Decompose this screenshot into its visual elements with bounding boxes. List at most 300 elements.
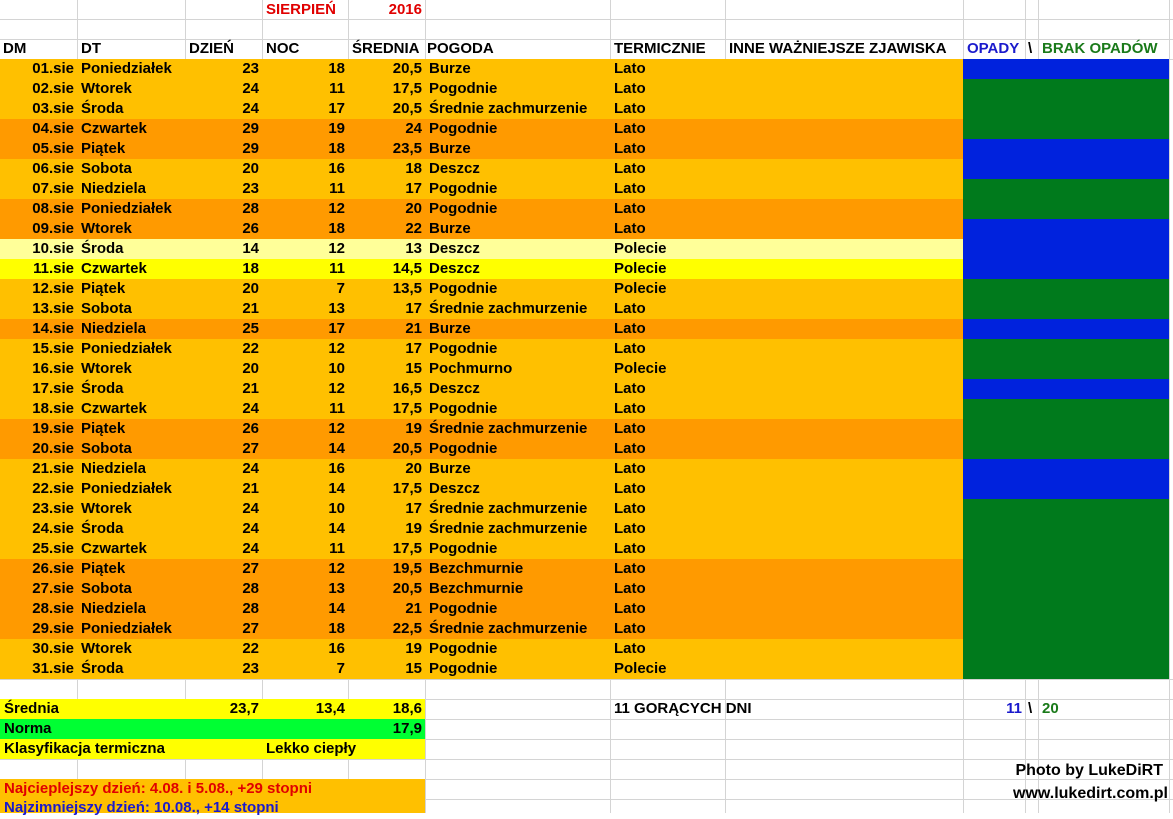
precipitation-marker[interactable] bbox=[963, 459, 1169, 479]
cell-day-temp[interactable]: 27 bbox=[242, 560, 259, 577]
cell-weekday[interactable]: Czwartek bbox=[81, 540, 147, 557]
summary-norma-value[interactable]: 17,9 bbox=[392, 720, 422, 737]
cell-other-phenomena[interactable] bbox=[725, 639, 963, 659]
cell-date[interactable]: 12.sie bbox=[0, 279, 77, 299]
no-precipitation-marker[interactable] bbox=[963, 199, 1169, 219]
cell-night-temp[interactable]: 14 bbox=[328, 480, 345, 497]
summary-average-mean[interactable]: 18,6 bbox=[392, 700, 422, 717]
cell-day-temp[interactable]: 22 bbox=[242, 640, 259, 657]
header-noc[interactable]: NOC bbox=[266, 40, 300, 57]
cell-date[interactable]: 24.sie bbox=[0, 519, 77, 539]
header-opady[interactable]: OPADY bbox=[967, 40, 1020, 57]
cell-weather[interactable]: Średnie zachmurzenie bbox=[429, 100, 588, 117]
cell-mean-temp[interactable]: 20 bbox=[405, 460, 422, 477]
cell-mean-temp[interactable]: 20,5 bbox=[392, 100, 422, 117]
cell-weather[interactable]: Pogodnie bbox=[429, 640, 498, 657]
cell-thermal[interactable]: Lato bbox=[614, 560, 646, 577]
cell-thermal[interactable]: Lato bbox=[614, 580, 646, 597]
cell-mean-temp[interactable]: 22,5 bbox=[392, 620, 422, 637]
cell-thermal[interactable]: Lato bbox=[614, 420, 646, 437]
cell-other-phenomena[interactable] bbox=[725, 559, 963, 579]
cell-night-temp[interactable]: 11 bbox=[329, 80, 345, 97]
cell-weekday[interactable]: Piątek bbox=[81, 140, 126, 157]
cell-day-temp[interactable]: 26 bbox=[242, 220, 259, 237]
cell-day-temp[interactable]: 22 bbox=[242, 340, 259, 357]
cell-night-temp[interactable]: 11 bbox=[329, 540, 345, 557]
cell-night-temp[interactable]: 19 bbox=[328, 120, 345, 137]
cell-weekday[interactable]: Sobota bbox=[81, 300, 132, 317]
no-precipitation-marker[interactable] bbox=[963, 279, 1169, 299]
precipitation-marker[interactable] bbox=[963, 259, 1169, 279]
cell-weather[interactable]: Bezchmurnie bbox=[429, 560, 524, 577]
cell-date[interactable]: 29.sie bbox=[0, 619, 77, 639]
cell-other-phenomena[interactable] bbox=[725, 619, 963, 639]
cell-night-temp[interactable]: 11 bbox=[329, 260, 345, 277]
cell-mean-temp[interactable]: 22 bbox=[405, 220, 422, 237]
cell-night-temp[interactable]: 18 bbox=[328, 140, 345, 157]
cell-day-temp[interactable]: 24 bbox=[242, 460, 259, 477]
cell-date[interactable]: 06.sie bbox=[0, 159, 77, 179]
cell-thermal[interactable]: Lato bbox=[614, 180, 646, 197]
cell-mean-temp[interactable]: 15 bbox=[405, 660, 422, 677]
cell-night-temp[interactable]: 14 bbox=[328, 440, 345, 457]
cell-date[interactable]: 27.sie bbox=[0, 579, 77, 599]
header-termiczne[interactable]: TERMICZNIE bbox=[614, 40, 706, 57]
cell-mean-temp[interactable]: 17,5 bbox=[392, 540, 422, 557]
cell-mean-temp[interactable]: 17,5 bbox=[392, 480, 422, 497]
cell-day-temp[interactable]: 27 bbox=[242, 620, 259, 637]
no-precipitation-marker[interactable] bbox=[963, 419, 1169, 439]
cell-other-phenomena[interactable] bbox=[725, 139, 963, 159]
cell-night-temp[interactable]: 13 bbox=[328, 300, 345, 317]
cell-weather[interactable]: Pogodnie bbox=[429, 540, 498, 557]
cell-mean-temp[interactable]: 19,5 bbox=[392, 560, 422, 577]
no-precipitation-marker[interactable] bbox=[963, 299, 1169, 319]
cell-other-phenomena[interactable] bbox=[725, 99, 963, 119]
cell-thermal[interactable]: Lato bbox=[614, 640, 646, 657]
cell-day-temp[interactable]: 23 bbox=[242, 660, 259, 677]
cell-date[interactable]: 03.sie bbox=[0, 99, 77, 119]
cell-night-temp[interactable]: 12 bbox=[328, 560, 345, 577]
cell-mean-temp[interactable]: 21 bbox=[405, 600, 422, 617]
cell-weekday[interactable]: Piątek bbox=[81, 280, 126, 297]
cell-day-temp[interactable]: 21 bbox=[242, 300, 259, 317]
cell-day-temp[interactable]: 28 bbox=[242, 600, 259, 617]
cell-other-phenomena[interactable] bbox=[725, 519, 963, 539]
cell-day-temp[interactable]: 18 bbox=[242, 260, 259, 277]
cell-night-temp[interactable]: 14 bbox=[328, 520, 345, 537]
cell-other-phenomena[interactable] bbox=[725, 159, 963, 179]
cell-weekday[interactable]: Sobota bbox=[81, 160, 132, 177]
cell-mean-temp[interactable]: 17,5 bbox=[392, 400, 422, 417]
cell-other-phenomena[interactable] bbox=[725, 579, 963, 599]
no-precipitation-marker[interactable] bbox=[963, 79, 1169, 99]
cell-other-phenomena[interactable] bbox=[725, 399, 963, 419]
cell-thermal[interactable]: Lato bbox=[614, 380, 646, 397]
cell-weather[interactable]: Pogodnie bbox=[429, 80, 498, 97]
cell-weather[interactable]: Pogodnie bbox=[429, 200, 498, 217]
no-precipitation-marker[interactable] bbox=[963, 579, 1169, 599]
cell-night-temp[interactable]: 11 bbox=[329, 400, 345, 417]
cell-weekday[interactable]: Poniedziałek bbox=[81, 620, 172, 637]
cell-weekday[interactable]: Wtorek bbox=[81, 360, 132, 377]
cell-mean-temp[interactable]: 17 bbox=[405, 340, 422, 357]
cell-date[interactable]: 19.sie bbox=[0, 419, 77, 439]
no-precipitation-marker[interactable] bbox=[963, 339, 1169, 359]
cell-weather[interactable]: Pogodnie bbox=[429, 120, 498, 137]
cell-night-temp[interactable]: 7 bbox=[336, 280, 345, 297]
coldest-day-note[interactable]: Najzimniejszy dzień: 10.08., +14 stopni bbox=[4, 799, 279, 816]
cell-thermal[interactable]: Lato bbox=[614, 140, 646, 157]
cell-other-phenomena[interactable] bbox=[725, 459, 963, 479]
cell-date[interactable]: 31.sie bbox=[0, 659, 77, 679]
no-precipitation-marker[interactable] bbox=[963, 499, 1169, 519]
summary-norma-label[interactable]: Norma bbox=[4, 720, 52, 737]
cell-mean-temp[interactable]: 18 bbox=[405, 160, 422, 177]
cell-mean-temp[interactable]: 17 bbox=[405, 500, 422, 517]
no-precipitation-marker[interactable] bbox=[963, 539, 1169, 559]
cell-date[interactable]: 22.sie bbox=[0, 479, 77, 499]
year-label[interactable]: 2016 bbox=[388, 1, 422, 18]
cell-date[interactable]: 25.sie bbox=[0, 539, 77, 559]
cell-weather[interactable]: Deszcz bbox=[429, 480, 480, 497]
cell-mean-temp[interactable]: 20 bbox=[405, 200, 422, 217]
cell-day-temp[interactable]: 14 bbox=[242, 240, 259, 257]
cell-night-temp[interactable]: 16 bbox=[328, 640, 345, 657]
cell-weekday[interactable]: Poniedziałek bbox=[81, 480, 172, 497]
cell-date[interactable]: 09.sie bbox=[0, 219, 77, 239]
cell-night-temp[interactable]: 14 bbox=[328, 600, 345, 617]
cell-date[interactable]: 10.sie bbox=[0, 239, 77, 259]
cell-mean-temp[interactable]: 17 bbox=[405, 300, 422, 317]
cell-weather[interactable]: Burze bbox=[429, 140, 471, 157]
cell-day-temp[interactable]: 29 bbox=[242, 140, 259, 157]
cell-weather[interactable]: Burze bbox=[429, 320, 471, 337]
cell-night-temp[interactable]: 12 bbox=[328, 420, 345, 437]
cell-thermal[interactable]: Lato bbox=[614, 60, 646, 77]
cell-weekday[interactable]: Niedziela bbox=[81, 600, 147, 617]
precipitation-marker[interactable] bbox=[963, 239, 1169, 259]
cell-weather[interactable]: Pogodnie bbox=[429, 340, 498, 357]
cell-weather[interactable]: Średnie zachmurzenie bbox=[429, 620, 588, 637]
cell-date[interactable]: 15.sie bbox=[0, 339, 77, 359]
cell-weather[interactable]: Średnie zachmurzenie bbox=[429, 520, 588, 537]
cell-mean-temp[interactable]: 24 bbox=[405, 120, 422, 137]
cell-weekday[interactable]: Środa bbox=[81, 380, 124, 397]
cell-other-phenomena[interactable] bbox=[725, 119, 963, 139]
cell-night-temp[interactable]: 18 bbox=[328, 60, 345, 77]
cell-thermal[interactable]: Lato bbox=[614, 100, 646, 117]
cell-weekday[interactable]: Piątek bbox=[81, 420, 126, 437]
cell-other-phenomena[interactable] bbox=[725, 179, 963, 199]
cell-night-temp[interactable]: 12 bbox=[328, 200, 345, 217]
cell-date[interactable]: 20.sie bbox=[0, 439, 77, 459]
cell-date[interactable]: 11.sie bbox=[0, 259, 77, 279]
cell-thermal[interactable]: Polecie bbox=[614, 280, 667, 297]
cell-weekday[interactable]: Czwartek bbox=[81, 260, 147, 277]
cell-weekday[interactable]: Wtorek bbox=[81, 500, 132, 517]
cell-night-temp[interactable]: 17 bbox=[328, 320, 345, 337]
cell-weekday[interactable]: Czwartek bbox=[81, 400, 147, 417]
cell-weekday[interactable]: Sobota bbox=[81, 440, 132, 457]
cell-night-temp[interactable]: 7 bbox=[336, 660, 345, 677]
cell-night-temp[interactable]: 10 bbox=[328, 360, 345, 377]
cell-date[interactable]: 28.sie bbox=[0, 599, 77, 619]
cell-weekday[interactable]: Niedziela bbox=[81, 320, 147, 337]
cell-weather[interactable]: Średnie zachmurzenie bbox=[429, 500, 588, 517]
cell-weather[interactable]: Deszcz bbox=[429, 380, 480, 397]
no-precipitation-marker[interactable] bbox=[963, 99, 1169, 119]
no-precipitation-marker[interactable] bbox=[963, 439, 1169, 459]
cell-date[interactable]: 08.sie bbox=[0, 199, 77, 219]
cell-day-temp[interactable]: 24 bbox=[242, 540, 259, 557]
cell-day-temp[interactable]: 28 bbox=[242, 580, 259, 597]
no-precipitation-marker[interactable] bbox=[963, 519, 1169, 539]
cell-other-phenomena[interactable] bbox=[725, 219, 963, 239]
no-precipitation-marker[interactable] bbox=[963, 619, 1169, 639]
cell-other-phenomena[interactable] bbox=[725, 479, 963, 499]
cell-other-phenomena[interactable] bbox=[725, 439, 963, 459]
cell-other-phenomena[interactable] bbox=[725, 359, 963, 379]
cell-night-temp[interactable]: 12 bbox=[328, 380, 345, 397]
cell-weather[interactable]: Deszcz bbox=[429, 260, 480, 277]
cell-weekday[interactable]: Środa bbox=[81, 660, 124, 677]
cell-thermal[interactable]: Polecie bbox=[614, 240, 667, 257]
precipitation-marker[interactable] bbox=[963, 379, 1169, 399]
header-dt[interactable]: DT bbox=[81, 40, 101, 57]
cell-thermal[interactable]: Lato bbox=[614, 340, 646, 357]
cell-other-phenomena[interactable] bbox=[725, 259, 963, 279]
cell-other-phenomena[interactable] bbox=[725, 199, 963, 219]
cell-other-phenomena[interactable] bbox=[725, 539, 963, 559]
cell-night-temp[interactable]: 12 bbox=[328, 340, 345, 357]
cell-weather[interactable]: Deszcz bbox=[429, 240, 480, 257]
cell-date[interactable]: 01.sie bbox=[0, 59, 77, 79]
cell-weekday[interactable]: Poniedziałek bbox=[81, 340, 172, 357]
cell-weather[interactable]: Pogodnie bbox=[429, 440, 498, 457]
cell-weather[interactable]: Pogodnie bbox=[429, 600, 498, 617]
cell-other-phenomena[interactable] bbox=[725, 279, 963, 299]
header-brak-opadow[interactable]: BRAK OPADÓW bbox=[1042, 40, 1158, 57]
cell-date[interactable]: 16.sie bbox=[0, 359, 77, 379]
header-srednia[interactable]: ŚREDNIA bbox=[352, 40, 420, 57]
cell-night-temp[interactable]: 11 bbox=[329, 180, 345, 197]
cell-night-temp[interactable]: 16 bbox=[328, 460, 345, 477]
cell-day-temp[interactable]: 24 bbox=[242, 500, 259, 517]
cell-day-temp[interactable]: 26 bbox=[242, 420, 259, 437]
precipitation-marker[interactable] bbox=[963, 479, 1169, 499]
cell-other-phenomena[interactable] bbox=[725, 659, 963, 679]
cell-other-phenomena[interactable] bbox=[725, 239, 963, 259]
cell-night-temp[interactable]: 18 bbox=[328, 620, 345, 637]
cell-date[interactable]: 30.sie bbox=[0, 639, 77, 659]
month-label[interactable]: SIERPIEŃ bbox=[266, 1, 337, 18]
cell-other-phenomena[interactable] bbox=[725, 499, 963, 519]
cell-night-temp[interactable]: 17 bbox=[328, 100, 345, 117]
cell-night-temp[interactable]: 13 bbox=[328, 580, 345, 597]
cell-mean-temp[interactable]: 21 bbox=[405, 320, 422, 337]
cell-day-temp[interactable]: 20 bbox=[242, 280, 259, 297]
header-dm[interactable]: DM bbox=[3, 40, 27, 57]
warmest-day-note[interactable]: Najcieplejszy dzień: 4.08. i 5.08., +29 stopni bbox=[4, 780, 313, 797]
cell-thermal[interactable]: Polecie bbox=[614, 260, 667, 277]
cell-weekday[interactable]: Sobota bbox=[81, 580, 132, 597]
cell-weekday[interactable]: Środa bbox=[81, 100, 124, 117]
cell-weather[interactable]: Bezchmurnie bbox=[429, 580, 524, 597]
summary-average-label[interactable]: Średnia bbox=[4, 700, 60, 717]
cell-thermal[interactable]: Polecie bbox=[614, 660, 667, 677]
cell-date[interactable]: 18.sie bbox=[0, 399, 77, 419]
cell-weather[interactable]: Średnie zachmurzenie bbox=[429, 420, 588, 437]
cell-weather[interactable]: Burze bbox=[429, 220, 471, 237]
cell-mean-temp[interactable]: 16,5 bbox=[392, 380, 422, 397]
cell-weekday[interactable]: Wtorek bbox=[81, 640, 132, 657]
cell-other-phenomena[interactable] bbox=[725, 599, 963, 619]
cell-day-temp[interactable]: 29 bbox=[242, 120, 259, 137]
cell-weekday[interactable]: Wtorek bbox=[81, 80, 132, 97]
cell-thermal[interactable]: Polecie bbox=[614, 360, 667, 377]
cell-day-temp[interactable]: 20 bbox=[242, 160, 259, 177]
cell-weekday[interactable]: Wtorek bbox=[81, 220, 132, 237]
cell-mean-temp[interactable]: 19 bbox=[405, 640, 422, 657]
cell-thermal[interactable]: Lato bbox=[614, 200, 646, 217]
cell-day-temp[interactable]: 20 bbox=[242, 360, 259, 377]
cell-other-phenomena[interactable] bbox=[725, 319, 963, 339]
cell-night-temp[interactable]: 18 bbox=[328, 220, 345, 237]
cell-mean-temp[interactable]: 20,5 bbox=[392, 60, 422, 77]
cell-weather[interactable]: Pogodnie bbox=[429, 180, 498, 197]
no-precipitation-marker[interactable] bbox=[963, 179, 1169, 199]
cell-mean-temp[interactable]: 19 bbox=[405, 420, 422, 437]
summary-classification-label[interactable]: Klasyfikacja termiczna bbox=[4, 740, 165, 757]
cell-night-temp[interactable]: 10 bbox=[328, 500, 345, 517]
cell-weekday[interactable]: Środa bbox=[81, 240, 124, 257]
cell-thermal[interactable]: Lato bbox=[614, 620, 646, 637]
cell-thermal[interactable]: Lato bbox=[614, 220, 646, 237]
cell-weekday[interactable]: Piątek bbox=[81, 560, 126, 577]
no-precipitation-marker[interactable] bbox=[963, 559, 1169, 579]
cell-thermal[interactable]: Lato bbox=[614, 440, 646, 457]
cell-weekday[interactable]: Poniedziałek bbox=[81, 200, 172, 217]
cell-weather[interactable]: Burze bbox=[429, 60, 471, 77]
cell-weekday[interactable]: Niedziela bbox=[81, 180, 147, 197]
header-inne[interactable]: INNE WAŻNIEJSZE ZJAWISKA bbox=[729, 40, 947, 57]
cell-day-temp[interactable]: 27 bbox=[242, 440, 259, 457]
cell-mean-temp[interactable]: 20,5 bbox=[392, 580, 422, 597]
cell-other-phenomena[interactable] bbox=[725, 339, 963, 359]
precipitation-marker[interactable] bbox=[963, 159, 1169, 179]
cell-mean-temp[interactable]: 13 bbox=[405, 240, 422, 257]
cell-day-temp[interactable]: 24 bbox=[242, 80, 259, 97]
cell-thermal[interactable]: Lato bbox=[614, 480, 646, 497]
cell-day-temp[interactable]: 23 bbox=[242, 180, 259, 197]
no-precipitation-marker[interactable] bbox=[963, 599, 1169, 619]
cell-mean-temp[interactable]: 14,5 bbox=[392, 260, 422, 277]
summary-dry-days[interactable]: 20 bbox=[1042, 700, 1059, 717]
cell-date[interactable]: 26.sie bbox=[0, 559, 77, 579]
cell-thermal[interactable]: Lato bbox=[614, 500, 646, 517]
header-dzien[interactable]: DZIEŃ bbox=[189, 40, 234, 57]
no-precipitation-marker[interactable] bbox=[963, 119, 1169, 139]
cell-weekday[interactable]: Poniedziałek bbox=[81, 60, 172, 77]
cell-date[interactable]: 17.sie bbox=[0, 379, 77, 399]
cell-day-temp[interactable]: 21 bbox=[242, 380, 259, 397]
no-precipitation-marker[interactable] bbox=[963, 639, 1169, 659]
cell-thermal[interactable]: Lato bbox=[614, 600, 646, 617]
precipitation-marker[interactable] bbox=[963, 59, 1169, 79]
cell-date[interactable]: 13.sie bbox=[0, 299, 77, 319]
no-precipitation-marker[interactable] bbox=[963, 399, 1169, 419]
cell-night-temp[interactable]: 12 bbox=[328, 240, 345, 257]
summary-classification-value[interactable]: Lekko ciepły bbox=[266, 740, 357, 757]
summary-rain-days[interactable]: 11 bbox=[1006, 700, 1022, 717]
cell-date[interactable]: 23.sie bbox=[0, 499, 77, 519]
cell-day-temp[interactable]: 21 bbox=[242, 480, 259, 497]
cell-other-phenomena[interactable] bbox=[725, 59, 963, 79]
cell-thermal[interactable]: Lato bbox=[614, 520, 646, 537]
cell-mean-temp[interactable]: 13,5 bbox=[392, 280, 422, 297]
precipitation-marker[interactable] bbox=[963, 319, 1169, 339]
cell-weekday[interactable]: Środa bbox=[81, 520, 124, 537]
summary-hot-days[interactable]: 11 GORĄCYCH DNI bbox=[614, 700, 752, 717]
cell-weather[interactable]: Pogodnie bbox=[429, 660, 498, 677]
cell-thermal[interactable]: Lato bbox=[614, 160, 646, 177]
cell-other-phenomena[interactable] bbox=[725, 79, 963, 99]
summary-average-day[interactable]: 23,7 bbox=[229, 700, 259, 717]
precipitation-marker[interactable] bbox=[963, 219, 1169, 239]
cell-other-phenomena[interactable] bbox=[725, 299, 963, 319]
cell-thermal[interactable]: Lato bbox=[614, 300, 646, 317]
cell-night-temp[interactable]: 16 bbox=[328, 160, 345, 177]
cell-date[interactable]: 04.sie bbox=[0, 119, 77, 139]
cell-date[interactable]: 05.sie bbox=[0, 139, 77, 159]
cell-mean-temp[interactable]: 15 bbox=[405, 360, 422, 377]
cell-other-phenomena[interactable] bbox=[725, 379, 963, 399]
cell-weather[interactable]: Pogodnie bbox=[429, 280, 498, 297]
no-precipitation-marker[interactable] bbox=[963, 359, 1169, 379]
cell-weather[interactable]: Średnie zachmurzenie bbox=[429, 300, 588, 317]
cell-day-temp[interactable]: 23 bbox=[242, 60, 259, 77]
cell-mean-temp[interactable]: 20,5 bbox=[392, 440, 422, 457]
cell-weather[interactable]: Burze bbox=[429, 460, 471, 477]
cell-weather[interactable]: Pochmurno bbox=[429, 360, 513, 377]
cell-mean-temp[interactable]: 19 bbox=[405, 520, 422, 537]
cell-thermal[interactable]: Lato bbox=[614, 460, 646, 477]
no-precipitation-marker[interactable] bbox=[963, 659, 1169, 679]
cell-day-temp[interactable]: 28 bbox=[242, 200, 259, 217]
cell-weather[interactable]: Pogodnie bbox=[429, 400, 498, 417]
precipitation-marker[interactable] bbox=[963, 139, 1169, 159]
cell-mean-temp[interactable]: 17 bbox=[405, 180, 422, 197]
header-pogoda[interactable]: POGODA bbox=[427, 40, 494, 57]
cell-day-temp[interactable]: 24 bbox=[242, 520, 259, 537]
cell-date[interactable]: 21.sie bbox=[0, 459, 77, 479]
cell-thermal[interactable]: Lato bbox=[614, 80, 646, 97]
cell-thermal[interactable]: Lato bbox=[614, 540, 646, 557]
cell-date[interactable]: 14.sie bbox=[0, 319, 77, 339]
cell-mean-temp[interactable]: 23,5 bbox=[392, 140, 422, 157]
cell-day-temp[interactable]: 25 bbox=[242, 320, 259, 337]
cell-date[interactable]: 07.sie bbox=[0, 179, 77, 199]
cell-thermal[interactable]: Lato bbox=[614, 320, 646, 337]
cell-thermal[interactable]: Lato bbox=[614, 400, 646, 417]
cell-thermal[interactable]: Lato bbox=[614, 120, 646, 137]
cell-day-temp[interactable]: 24 bbox=[242, 400, 259, 417]
cell-weekday[interactable]: Czwartek bbox=[81, 120, 147, 137]
cell-date[interactable]: 02.sie bbox=[0, 79, 77, 99]
summary-average-night[interactable]: 13,4 bbox=[315, 700, 345, 717]
cell-other-phenomena[interactable] bbox=[725, 419, 963, 439]
